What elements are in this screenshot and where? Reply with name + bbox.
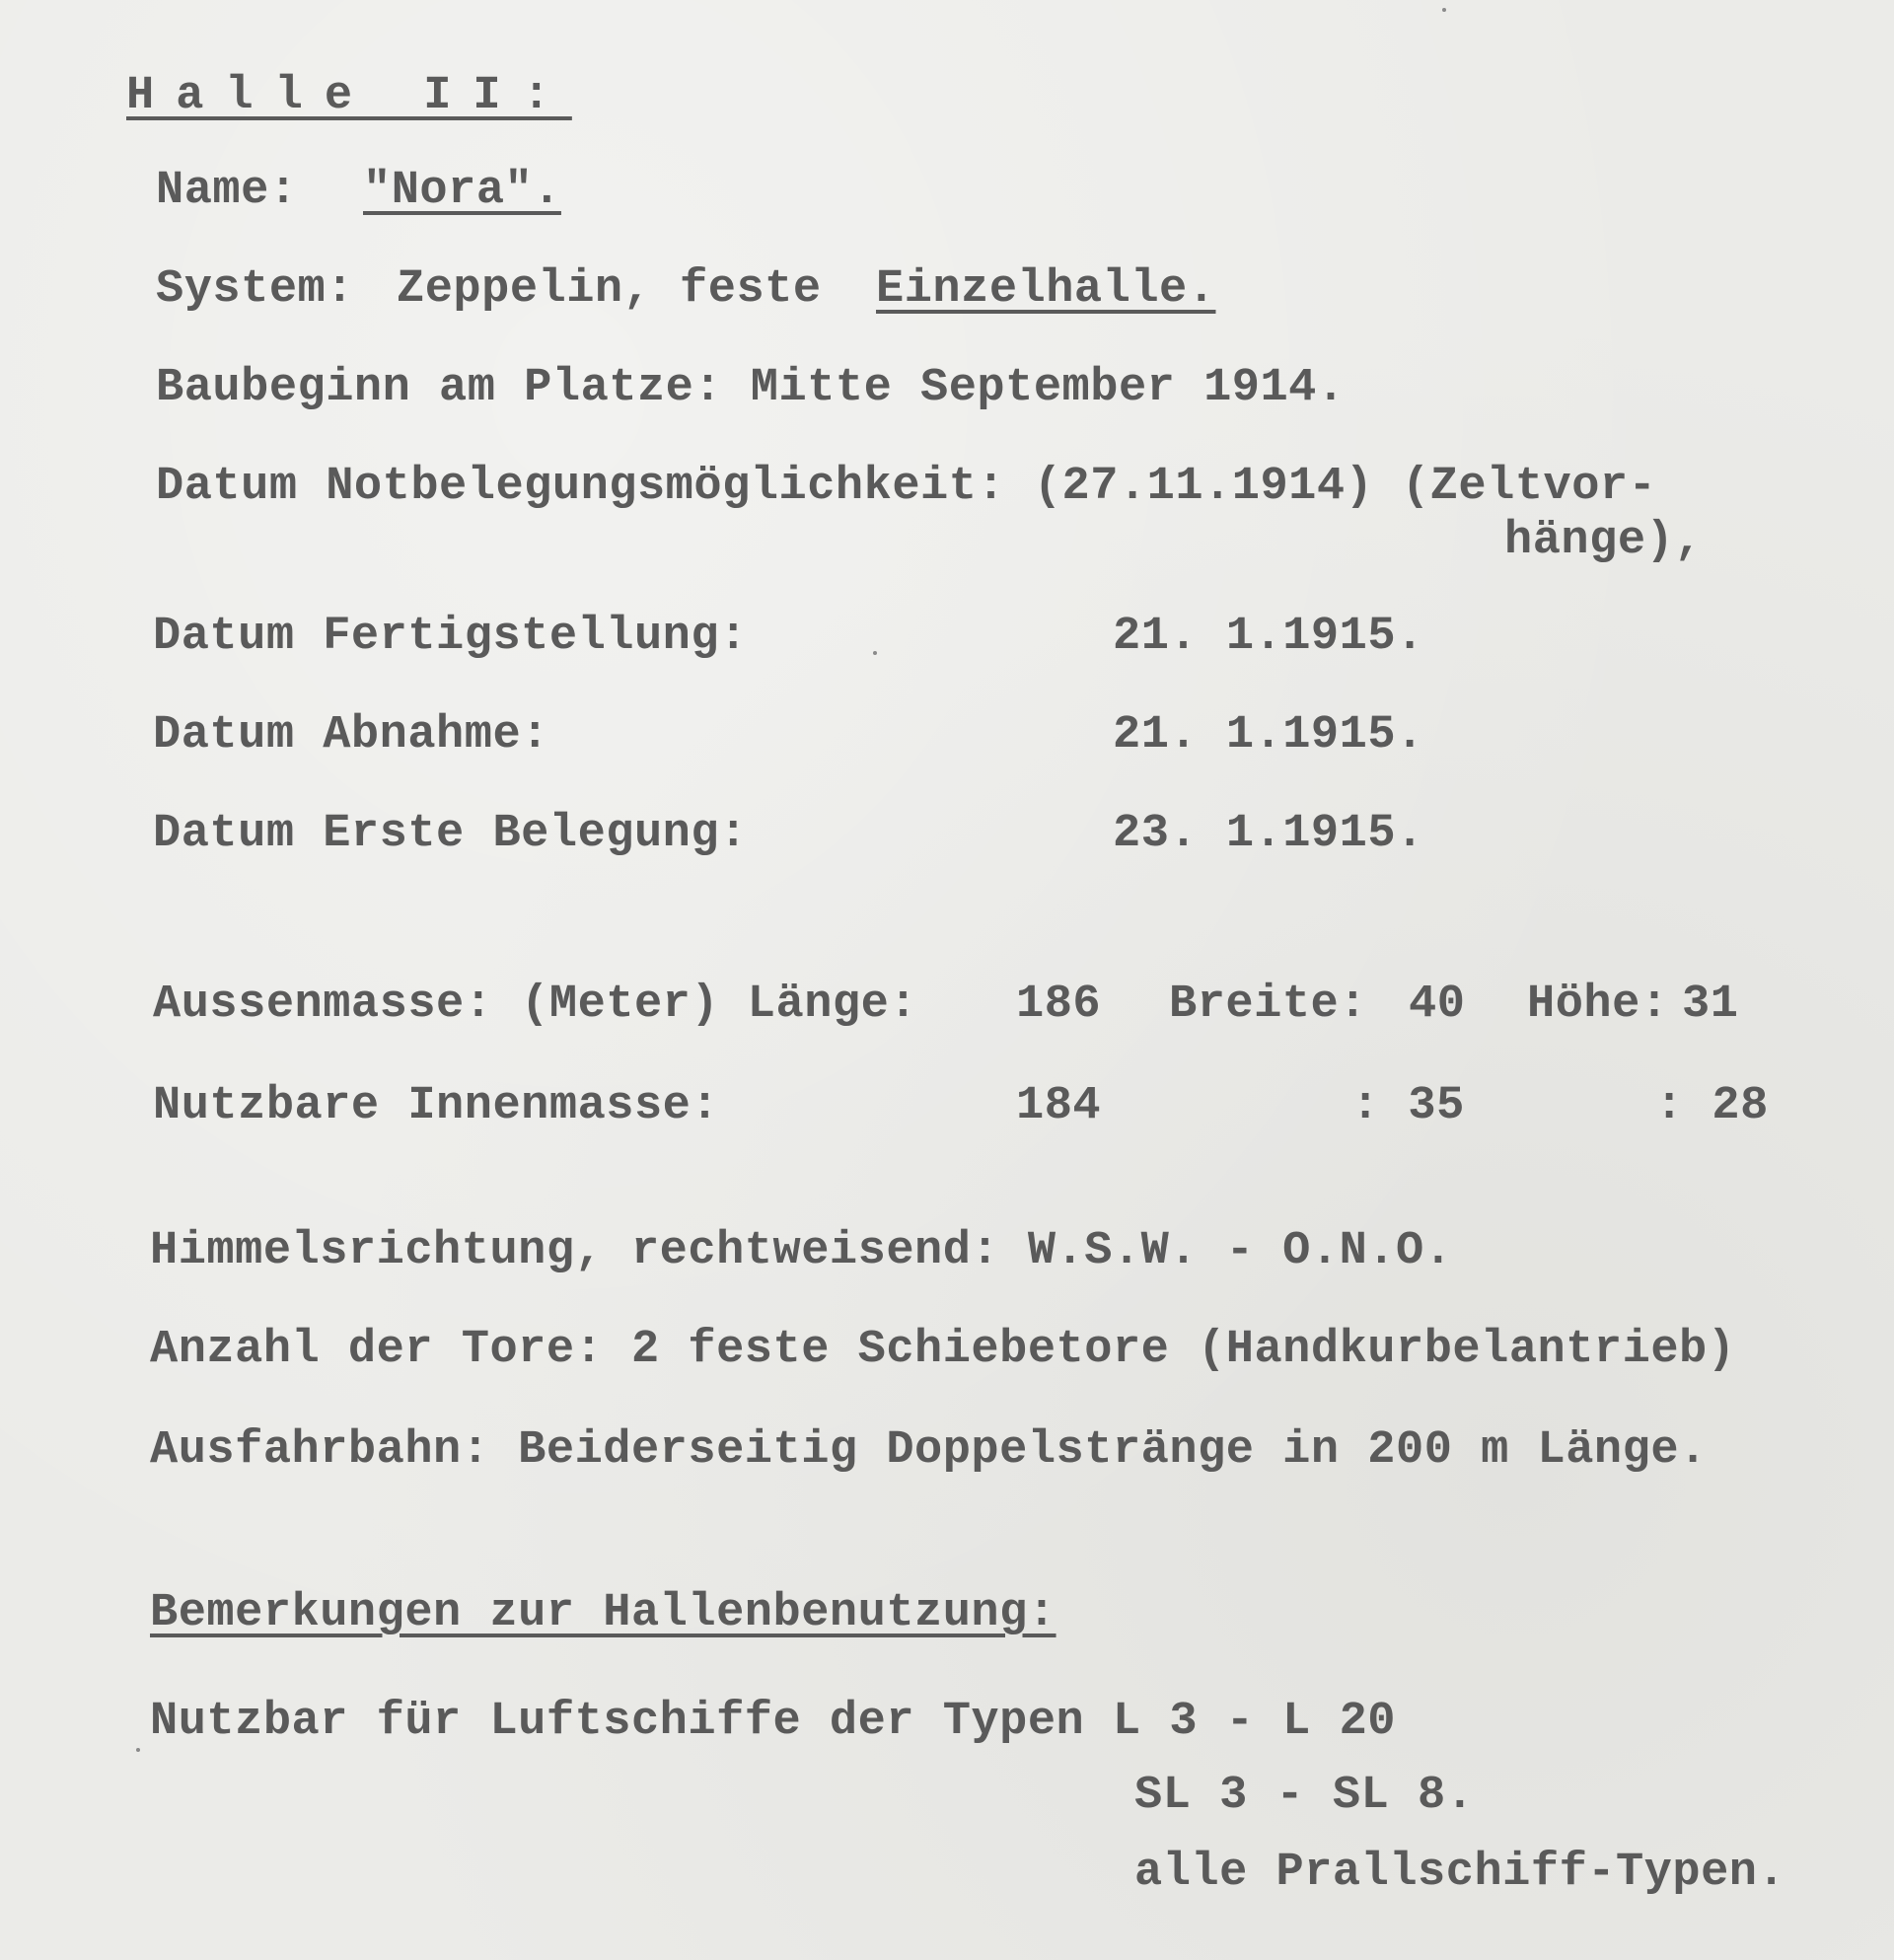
innenmasse-label: Nutzbare Innenmasse: <box>153 1080 720 1132</box>
notbelegung-line1: Datum Notbelegungsmöglichkeit: (27.11.1914) (Zeltvor- <box>156 461 1657 513</box>
system-label: System: <box>156 263 354 316</box>
bemerkungen-heading: Bemerkungen zur Hallenbenutzung: <box>150 1587 1056 1639</box>
date-label-abnahme: Datum Abnahme: <box>153 709 549 762</box>
aussenmasse-breite: 40 <box>1409 979 1466 1031</box>
aussenmasse-breite-label: Breite: <box>1169 979 1367 1031</box>
bemerkungen-line3: alle Prallschiff-Typen. <box>1134 1847 1786 1899</box>
aussenmasse-laenge: 186 <box>1016 979 1102 1031</box>
name-value: "Nora". <box>363 165 561 217</box>
bemerkungen-line2: SL 3 - SL 8. <box>1134 1770 1475 1822</box>
innenmasse-breite: : 35 <box>1351 1080 1465 1132</box>
paper-speck <box>1442 8 1446 12</box>
aussenmasse-hoehe-label: Höhe: <box>1527 979 1669 1031</box>
date-value-abnahme: 21. 1.1915. <box>1113 709 1424 762</box>
ausfahrbahn-line: Ausfahrbahn: Beiderseitig Doppelstränge in 200 m Länge. <box>150 1424 1708 1477</box>
date-label-fertigstellung: Datum Fertigstellung: <box>153 611 748 663</box>
name-label: Name: <box>156 165 298 217</box>
date-value-erste-belegung: 23. 1.1915. <box>1113 808 1424 860</box>
notbelegung-line2: hänge), <box>1504 515 1703 567</box>
bemerkungen-line1: Nutzbar für Luftschiffe der Typen L 3 - L 20 <box>150 1696 1397 1748</box>
aussenmasse-hoehe: 31 <box>1682 979 1739 1031</box>
date-label-erste-belegung: Datum Erste Belegung: <box>153 808 748 860</box>
baubeginn-line: Baubeginn am Platze: Mitte September 1914. <box>156 362 1346 414</box>
himmelsrichtung-line: Himmelsrichtung, rechtweisend: W.S.W. - O.N.O. <box>150 1225 1453 1277</box>
date-value-fertigstellung: 21. 1.1915. <box>1113 611 1424 663</box>
system-prefix: Zeppelin, feste <box>397 263 822 316</box>
section-heading: Halle II: <box>126 70 572 122</box>
innenmasse-laenge: 184 <box>1016 1080 1102 1132</box>
system-value: Einzelhalle. <box>876 263 1216 316</box>
paper-speck <box>873 651 877 655</box>
paper-speck <box>136 1748 140 1752</box>
aussenmasse-label: Aussenmasse: (Meter) Länge: <box>153 979 918 1031</box>
innenmasse-hoehe: : 28 <box>1655 1080 1769 1132</box>
tore-line: Anzahl der Tore: 2 feste Schiebetore (Handkurbelantrieb) <box>150 1324 1736 1376</box>
